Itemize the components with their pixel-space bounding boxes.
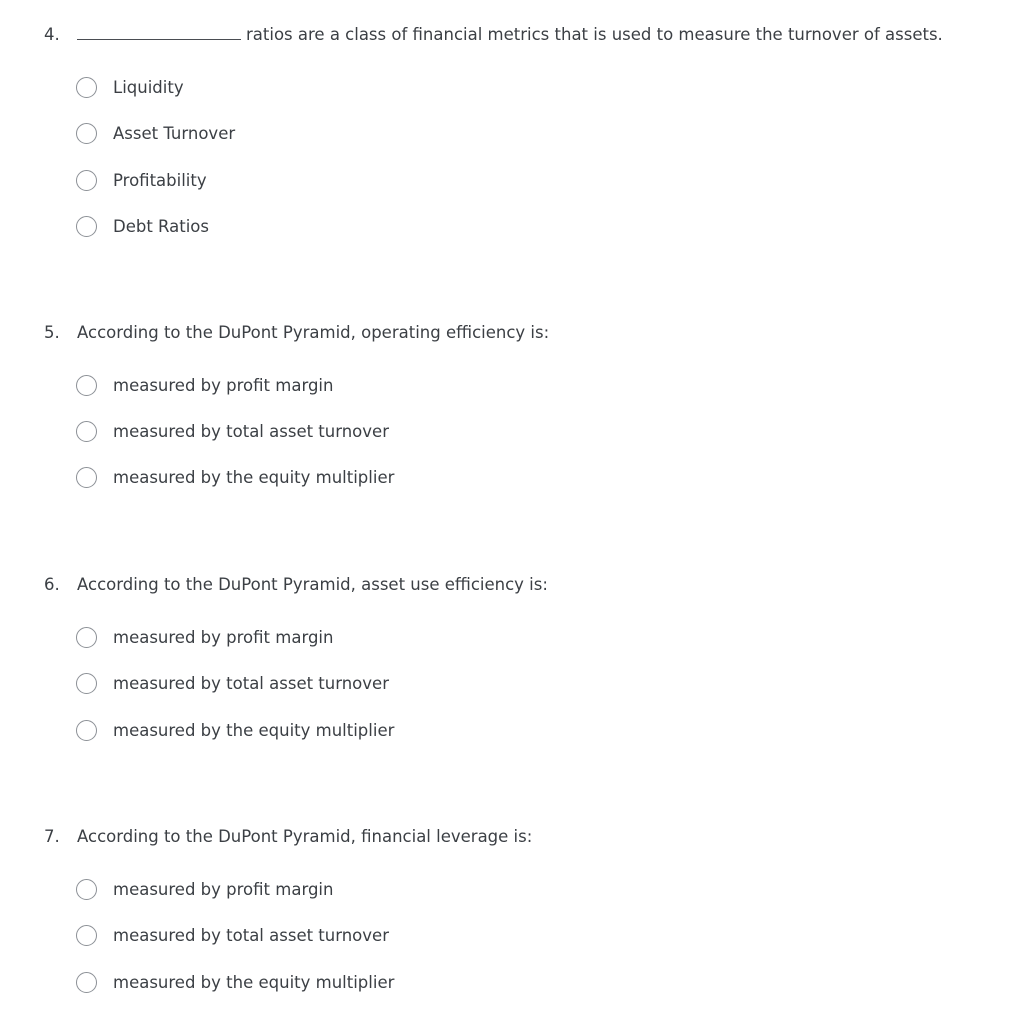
option-total-asset-turnover[interactable] (76, 420, 676, 446)
question-header (0, 824, 1024, 850)
question-number: 7. (44, 827, 60, 846)
option-profitability[interactable] (76, 169, 676, 195)
option-profit-margin[interactable] (76, 626, 676, 652)
option-total-asset-turnover[interactable] (76, 672, 676, 698)
radio-button[interactable] (76, 673, 97, 694)
radio-button[interactable] (76, 216, 97, 237)
question-text: According to the DuPont Pyramid, asset use efficiency is: (77, 575, 548, 594)
question-number: 5. (44, 323, 60, 342)
option-equity-multiplier[interactable] (76, 719, 676, 745)
question-header (0, 320, 1024, 346)
radio-button[interactable] (76, 123, 97, 144)
option-label: measured by total asset turnover (113, 422, 389, 441)
question-text: According to the DuPont Pyramid, operating efficiency is: (77, 323, 550, 342)
option-debt-ratios[interactable] (76, 215, 676, 241)
option-profit-margin[interactable] (76, 878, 676, 904)
option-label: Asset Turnover (113, 124, 236, 143)
question-number: 6. (44, 575, 60, 594)
radio-button[interactable] (76, 170, 97, 191)
radio-button[interactable] (76, 925, 97, 946)
question-text: ratios are a class of financial metrics that is used to measure the turnover of assets. (246, 25, 943, 44)
option-label: measured by total asset turnover (113, 674, 389, 693)
option-label: measured by the equity multiplier (113, 468, 395, 487)
option-equity-multiplier[interactable] (76, 971, 676, 997)
option-label: measured by profit margin (113, 376, 334, 395)
question-text: According to the DuPont Pyramid, financial leverage is: (77, 827, 533, 846)
question-header (0, 572, 1024, 598)
radio-button[interactable] (76, 720, 97, 741)
question-number: 4. (44, 25, 60, 44)
fill-in-blank-line (77, 39, 241, 40)
option-profit-margin[interactable] (76, 374, 676, 400)
option-label: measured by total asset turnover (113, 926, 389, 945)
radio-button[interactable] (76, 879, 97, 900)
option-total-asset-turnover[interactable] (76, 924, 676, 950)
radio-button[interactable] (76, 77, 97, 98)
option-liquidity[interactable] (76, 76, 676, 102)
radio-button[interactable] (76, 421, 97, 442)
option-equity-multiplier[interactable] (76, 466, 676, 492)
radio-button[interactable] (76, 375, 97, 396)
option-label: Profitability (113, 171, 207, 190)
option-label: Debt Ratios (113, 217, 210, 236)
radio-button[interactable] (76, 467, 97, 488)
question-header (0, 22, 1024, 48)
option-label: Liquidity (113, 78, 184, 97)
option-asset-turnover[interactable] (76, 122, 676, 148)
radio-button[interactable] (76, 627, 97, 648)
option-label: measured by profit margin (113, 880, 334, 899)
option-label: measured by the equity multiplier (113, 973, 395, 992)
radio-button[interactable] (76, 972, 97, 993)
option-label: measured by profit margin (113, 628, 334, 647)
option-label: measured by the equity multiplier (113, 721, 395, 740)
